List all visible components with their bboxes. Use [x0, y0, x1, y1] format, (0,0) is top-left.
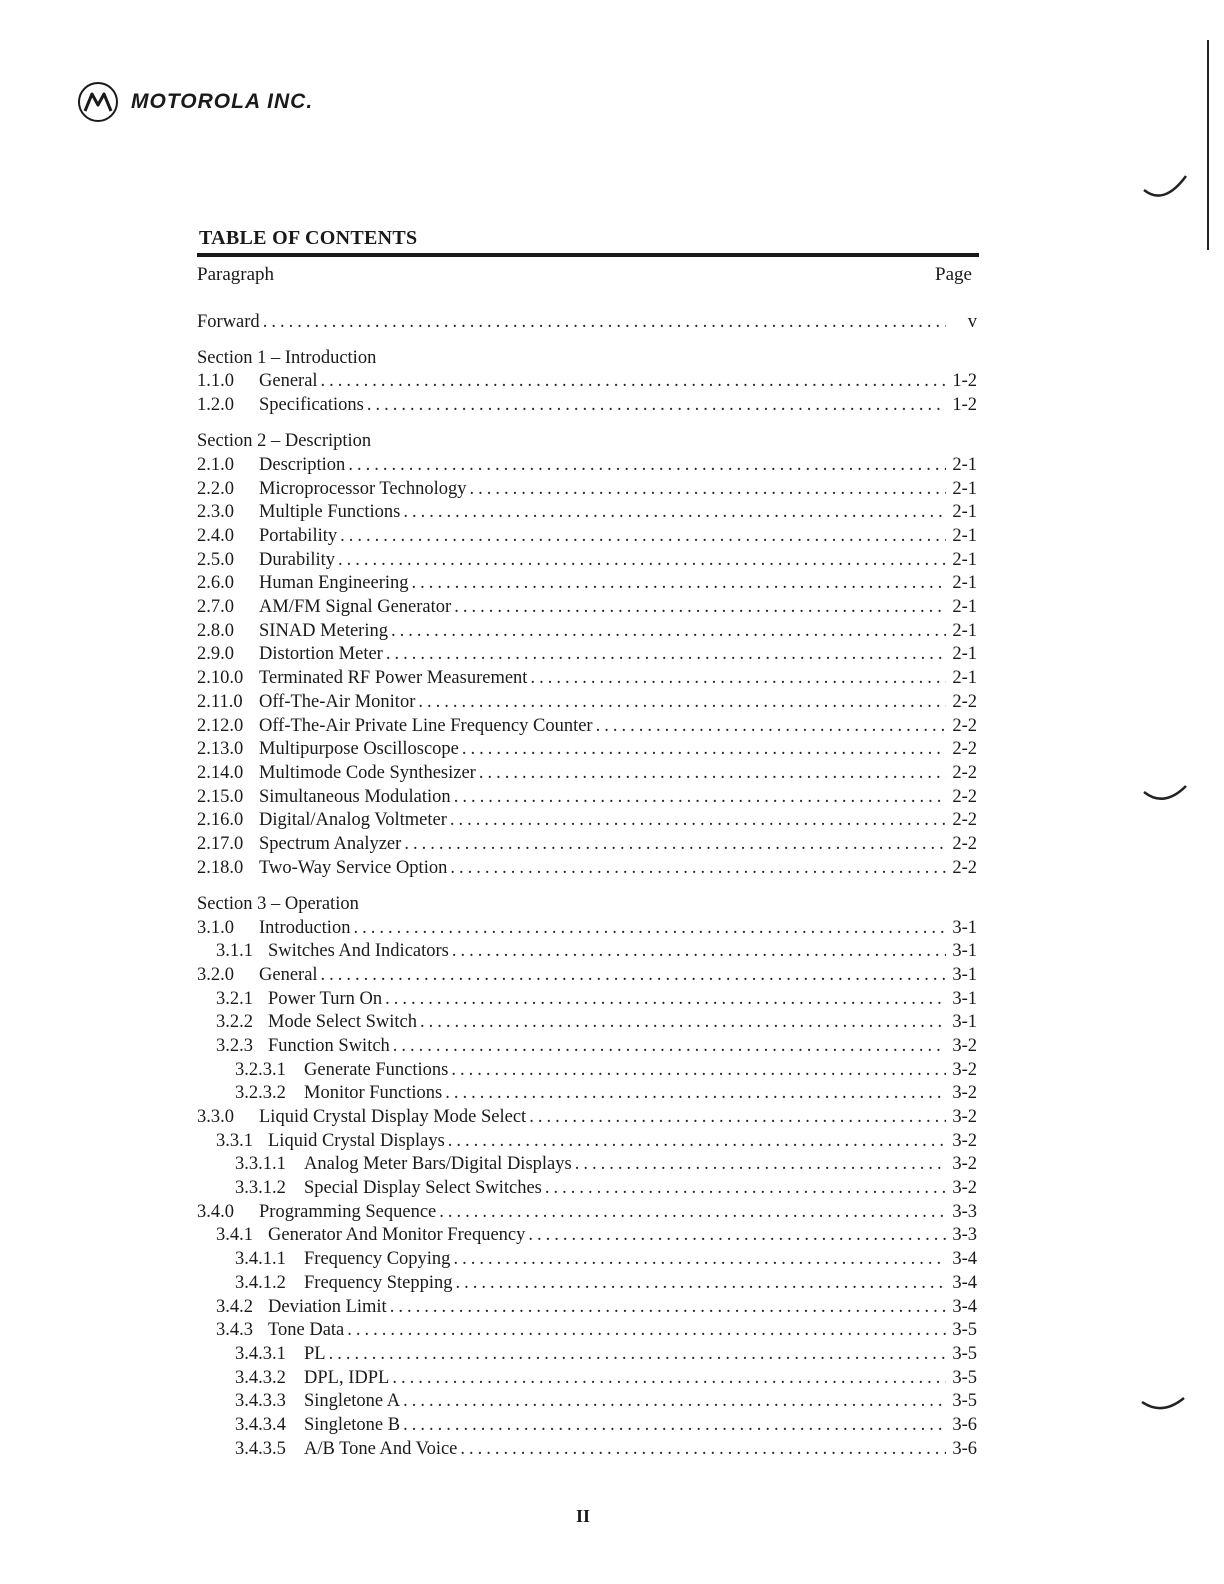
entry-title: Spectrum Analyzer [259, 833, 402, 854]
entry-title: Specifications [259, 395, 364, 416]
entry-page: 3-6 [952, 1438, 977, 1459]
entry-page: 2-2 [952, 810, 977, 831]
entry-title: Singletone B [304, 1414, 401, 1435]
entry-page: 3-2 [952, 1130, 977, 1151]
dot-leader [460, 1438, 946, 1462]
toc-entry [197, 1082, 977, 1106]
entry-number: 2.8.0 [197, 620, 234, 641]
dot-leader [575, 1153, 946, 1177]
dot-leader [420, 1011, 946, 1035]
entry-title: AM/FM Signal Generator [259, 597, 452, 618]
dot-leader [385, 988, 946, 1012]
entry-number: 3.3.1.1 [235, 1154, 286, 1175]
entry-number: 2.14.0 [197, 762, 244, 783]
toc-entry [197, 857, 977, 881]
toc-entry [197, 762, 977, 786]
entry-title: Introduction [259, 917, 351, 938]
entry-number: 3.4.1.1 [235, 1249, 286, 1270]
entry-title: Microprocessor Technology [259, 478, 467, 499]
entry-number: 1.1.0 [197, 371, 234, 392]
entry-title: Mode Select Switch [268, 1012, 418, 1033]
dot-leader [454, 596, 946, 620]
binder-mark-icon [1142, 784, 1188, 810]
dot-leader [545, 1177, 946, 1201]
company-name: MOTOROLA INC. [131, 90, 314, 113]
toc-entry [197, 549, 977, 573]
entry-title: A/B Tone And Voice [304, 1438, 458, 1459]
section-title: Section 2 – Description [197, 431, 372, 452]
entry-page: 2-2 [952, 857, 977, 878]
toc-entry [197, 572, 977, 596]
toc-entry [197, 691, 977, 715]
toc-entry [197, 1390, 977, 1414]
entry-page: 3-5 [952, 1320, 977, 1341]
entry-page: 3-4 [952, 1296, 977, 1317]
entry-number: 3.4.2 [216, 1296, 253, 1317]
entry-title: Off-The-Air Private Line Frequency Counter [259, 715, 593, 736]
entry-title: Singletone A [304, 1391, 401, 1412]
toc-entry [197, 833, 977, 857]
entry-number: 2.12.0 [197, 715, 244, 736]
toc-entry [197, 738, 977, 762]
dot-leader [348, 454, 946, 478]
entry-page: 3-5 [952, 1391, 977, 1412]
entry-page: 3-2 [952, 1083, 977, 1104]
toc-list [197, 298, 977, 1461]
entry-title: Portability [259, 526, 338, 546]
dot-leader [391, 620, 946, 644]
toc-entry [197, 1414, 977, 1438]
dot-leader [469, 478, 946, 502]
entry-page: 3-5 [952, 1343, 977, 1364]
toc-entry [197, 1296, 977, 1320]
column-header-page: Page [935, 264, 972, 285]
toc-entry [197, 311, 977, 335]
entry-number: 2.7.0 [197, 597, 234, 618]
entry-page: 1-2 [952, 371, 977, 392]
entry-number: 2.1.0 [197, 454, 234, 475]
entry-title: SINAD Metering [259, 620, 388, 641]
toc-entry [197, 964, 977, 988]
toc-entry [197, 1153, 977, 1177]
entry-title: Frequency Stepping [304, 1272, 453, 1293]
entry-page: 1-2 [952, 395, 977, 416]
entry-number: 3.4.3 [216, 1320, 253, 1341]
entry-page: 2-2 [952, 739, 977, 760]
entry-number: 3.2.0 [197, 964, 234, 985]
entry-title: Frequency Copying [304, 1249, 451, 1270]
entry-number: 2.11.0 [197, 691, 243, 712]
dot-leader [454, 786, 946, 810]
dot-leader [462, 738, 946, 762]
entry-number: 2.4.0 [197, 526, 234, 546]
entry-number: 2.15.0 [197, 786, 244, 807]
entry-number: 3.3.0 [197, 1107, 234, 1127]
toc-entry [197, 1319, 977, 1343]
toc-section-heading [197, 430, 977, 454]
toc-entry [197, 786, 977, 810]
entry-title: Special Display Select Switches [304, 1178, 542, 1199]
entry-page: 2-1 [952, 478, 977, 499]
entry-number: 3.2.3.2 [235, 1083, 286, 1104]
entry-page: 2-2 [952, 786, 977, 807]
dot-leader [403, 501, 946, 525]
entry-number: 3.2.2 [216, 1012, 253, 1033]
toc-entry [197, 478, 977, 502]
entry-page: 3-4 [952, 1272, 977, 1293]
toc-entry [197, 1367, 977, 1391]
dot-leader [321, 964, 946, 988]
column-header-paragraph: Paragraph [197, 264, 275, 285]
toc-entry [197, 596, 977, 620]
toc-entry [197, 1343, 977, 1367]
entry-number: 3.4.1.2 [235, 1272, 286, 1293]
entry-page: 2-1 [952, 597, 977, 618]
entry-title: General [259, 371, 318, 392]
entry-title: Description [259, 454, 346, 475]
toc-entry [197, 1059, 977, 1083]
entry-number: 3.4.3.2 [235, 1367, 286, 1388]
entry-title: Human Engineering [259, 573, 409, 594]
dot-leader [347, 1319, 946, 1343]
dot-leader [393, 1035, 946, 1059]
dot-leader [403, 1414, 946, 1438]
entry-page: 3-3 [952, 1225, 977, 1246]
entry-title: Liquid Crystal Displays [268, 1130, 445, 1151]
entry-number: 2.10.0 [197, 668, 244, 689]
entry-title: Forward [197, 311, 260, 332]
dot-leader [404, 833, 946, 857]
entry-number: 3.1.1 [216, 941, 253, 962]
toc-entry [197, 1201, 977, 1225]
entry-number: 3.3.1 [216, 1130, 253, 1151]
dot-leader [452, 940, 946, 964]
entry-number: 3.4.1 [216, 1225, 253, 1246]
entry-number: 3.2.3 [216, 1035, 253, 1056]
dot-leader [340, 525, 946, 549]
entry-title: Terminated RF Power Measurement [259, 668, 528, 689]
entry-title: Liquid Crystal Display Mode Select [259, 1107, 527, 1127]
entry-title: Generate Functions [304, 1059, 449, 1080]
entry-page: 3-4 [952, 1249, 977, 1270]
dot-leader [392, 1367, 946, 1391]
entry-number: 2.5.0 [197, 549, 234, 570]
entry-page: 2-2 [952, 691, 977, 712]
entry-title: DPL, IDPL [304, 1367, 390, 1388]
dot-leader [479, 762, 946, 786]
entry-page: 2-1 [952, 573, 977, 594]
dot-leader [445, 1082, 946, 1106]
scan-edge-line [1207, 40, 1209, 250]
entry-page: 3-5 [952, 1367, 977, 1388]
toc-entry [197, 988, 977, 1012]
dot-leader [390, 1296, 946, 1320]
entry-number: 3.4.3.5 [235, 1438, 286, 1459]
entry-title: Multipurpose Oscilloscope [259, 739, 459, 760]
entry-page: 2-2 [952, 715, 977, 736]
toc-entry [197, 1438, 977, 1462]
entry-page: 3-1 [952, 1012, 977, 1033]
entry-number: 3.4.0 [197, 1201, 234, 1222]
dot-leader [456, 1272, 947, 1296]
toc-entry [197, 940, 977, 964]
entry-page: 2-1 [952, 526, 977, 546]
toc-entry [197, 394, 977, 418]
section-title: Section 3 – Operation [197, 893, 359, 914]
toc-entry [197, 454, 977, 478]
toc-entry [197, 1011, 977, 1035]
entry-page: v [967, 311, 977, 332]
entry-page: 3-1 [952, 917, 977, 938]
dot-leader [529, 1106, 946, 1130]
toc-entry [197, 667, 977, 691]
toc-entry [197, 643, 977, 667]
dot-leader [367, 394, 946, 418]
entry-page: 2-1 [952, 668, 977, 689]
dot-leader [530, 667, 946, 691]
toc-entry [197, 370, 977, 394]
entry-title: Two-Way Service Option [259, 857, 448, 878]
toc-entry [197, 917, 977, 941]
toc-entry [197, 501, 977, 525]
entry-title: PL [304, 1343, 326, 1364]
dot-leader [448, 1130, 946, 1154]
dot-leader [329, 1343, 946, 1367]
toc-title: TABLE OF CONTENTS [199, 227, 418, 249]
entry-number: 1.2.0 [197, 395, 234, 416]
page-header [78, 82, 313, 122]
entry-title: Durability [259, 549, 336, 570]
entry-page: 3-6 [952, 1414, 977, 1435]
entry-page: 3-2 [952, 1035, 977, 1056]
motorola-batwing-icon [78, 82, 118, 122]
entry-title: Switches And Indicators [268, 941, 449, 962]
entry-title: Off-The-Air Monitor [259, 691, 416, 712]
toc-entry [197, 525, 977, 549]
toc-entry [197, 1106, 977, 1130]
entry-title: General [259, 964, 318, 985]
entry-page: 3-1 [952, 941, 977, 962]
dot-leader [353, 917, 946, 941]
entry-page: 3-1 [952, 988, 977, 1009]
entry-page: 2-1 [952, 454, 977, 475]
toc-entry [197, 715, 977, 739]
dot-leader [403, 1390, 946, 1414]
toc-entry [197, 1177, 977, 1201]
entry-title: Digital/Analog Voltmeter [259, 810, 447, 831]
toc-entry [197, 809, 977, 833]
page-number: II [576, 1506, 591, 1526]
dot-leader [412, 572, 947, 596]
entry-page: 3-3 [952, 1201, 977, 1222]
dot-leader [418, 691, 946, 715]
toc-entry [197, 620, 977, 644]
entry-title: Tone Data [268, 1320, 345, 1341]
entry-page: 2-1 [952, 549, 977, 570]
entry-page: 3-2 [952, 1059, 977, 1080]
entry-number: 3.3.1.2 [235, 1178, 286, 1199]
entry-number: 2.9.0 [197, 644, 234, 665]
entry-page: 2-1 [952, 502, 977, 523]
entry-title: Function Switch [268, 1035, 390, 1056]
entry-page: 2-1 [952, 620, 977, 641]
dot-leader [596, 715, 946, 739]
entry-page: 3-2 [952, 1154, 977, 1175]
toc-entry [197, 1248, 977, 1272]
toc-section-heading [197, 347, 977, 371]
dot-leader [453, 1248, 946, 1272]
entry-title: Deviation Limit [268, 1296, 387, 1317]
toc-entry [197, 1130, 977, 1154]
entry-number: 3.4.3.4 [235, 1414, 286, 1435]
entry-number: 3.1.0 [197, 917, 234, 938]
dot-leader [450, 809, 946, 833]
entry-number: 2.2.0 [197, 478, 234, 499]
toc-entry [197, 1272, 977, 1296]
entry-title: Simultaneous Modulation [259, 786, 451, 807]
entry-number: 2.6.0 [197, 573, 234, 594]
entry-title: Monitor Functions [304, 1083, 443, 1104]
toc-entry [197, 1224, 977, 1248]
entry-page: 2-2 [952, 833, 977, 854]
dot-leader [450, 857, 946, 881]
toc-section-heading [197, 893, 977, 917]
entry-title: Distortion Meter [259, 644, 383, 665]
title-rule [197, 253, 979, 257]
dot-leader [263, 311, 946, 335]
entry-number: 3.2.3.1 [235, 1059, 286, 1080]
toc-entry [197, 1035, 977, 1059]
entry-title: Power Turn On [268, 988, 383, 1009]
entry-title: Multimode Code Synthesizer [259, 762, 476, 783]
entry-page: 2-2 [952, 762, 977, 783]
entry-number: 2.16.0 [197, 810, 244, 831]
entry-title: Generator And Monitor Frequency [268, 1225, 526, 1246]
dot-leader [528, 1224, 946, 1248]
dot-leader [386, 643, 946, 667]
dot-leader [439, 1201, 946, 1225]
dot-leader [321, 370, 946, 394]
dot-leader [338, 549, 946, 573]
entry-page: 3-1 [952, 964, 977, 985]
section-title: Section 1 – Introduction [197, 347, 377, 368]
entry-title: Analog Meter Bars/Digital Displays [304, 1154, 572, 1175]
entry-title: Multiple Functions [259, 502, 401, 523]
entry-number: 2.3.0 [197, 502, 234, 523]
entry-number: 2.13.0 [197, 739, 244, 760]
dot-leader [451, 1059, 946, 1083]
entry-number: 3.4.3.1 [235, 1343, 286, 1364]
entry-title: Programming Sequence [259, 1201, 437, 1222]
entry-page: 3-2 [952, 1178, 977, 1199]
entry-number: 2.17.0 [197, 833, 244, 854]
binder-mark-icon [1142, 172, 1188, 206]
entry-number: 3.2.1 [216, 988, 253, 1009]
entry-page: 2-1 [952, 644, 977, 665]
binder-mark-icon [1140, 1394, 1186, 1418]
entry-number: 3.4.3.3 [235, 1391, 286, 1412]
entry-number: 2.18.0 [197, 857, 244, 878]
entry-page: 3-2 [952, 1107, 977, 1127]
